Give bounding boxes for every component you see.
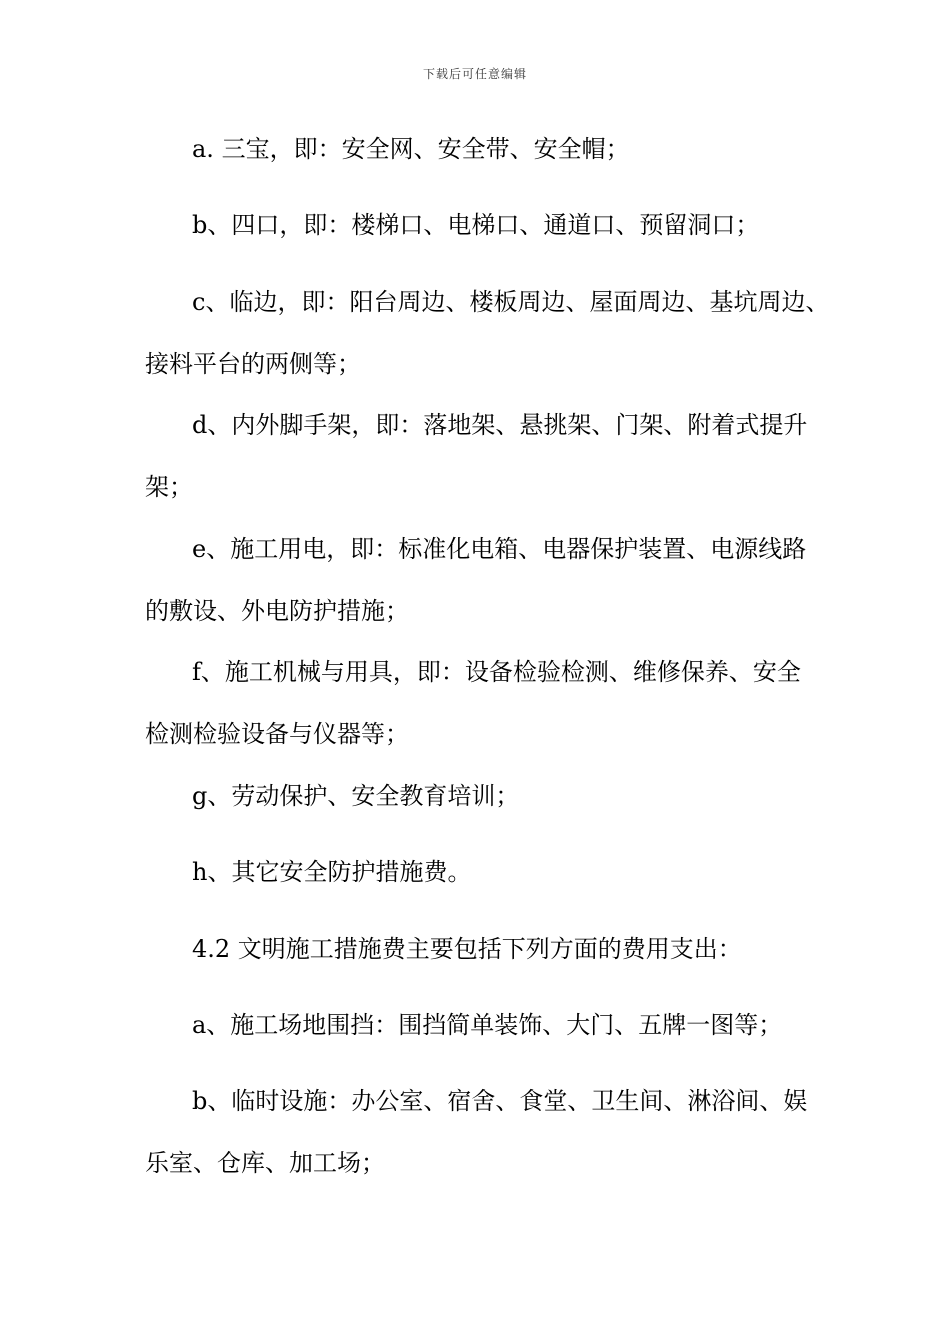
paragraph-line: e、施工用电，即：标准化电箱、电器保护装置、电源线路 <box>192 535 807 563</box>
paragraph-line: c、临边，即：阳台周边、楼板周边、屋面周边、基坑周边、 <box>192 288 830 316</box>
paragraph-line: f、施工机械与用具，即：设备检验检测、维修保养、安全 <box>192 658 801 686</box>
paragraph-line: 的敷设、外电防护措施； <box>145 597 409 625</box>
paragraph-line: h、其它安全防护措施费。 <box>192 858 472 886</box>
paragraph-line: g、劳动保护、安全教育培训； <box>192 782 520 810</box>
page-header: 下载后可任意编辑 <box>422 67 527 81</box>
paragraph-line: b、临时设施：办公室、宿舍、食堂、卫生间、淋浴间、娱 <box>192 1087 808 1115</box>
paragraph-line: 接料平台的两侧等； <box>145 350 361 378</box>
paragraph-line: d、内外脚手架，即：落地架、悬挑架、门架、附着式提升 <box>192 411 808 439</box>
paragraph-line: b、四口，即：楼梯口、电梯口、通道口、预留洞口； <box>192 211 760 239</box>
paragraph-line: a、施工场地围挡：围挡简单装饰、大门、五牌一图等； <box>192 1011 783 1039</box>
paragraph-line: 4.2 文明施工措施费主要包括下列方面的费用支出： <box>192 935 742 963</box>
paragraph-line: a. 三宝，即：安全网、安全带、安全帽； <box>192 135 630 163</box>
paragraph-line: 架； <box>145 473 193 501</box>
paragraph-line: 检测检验设备与仪器等； <box>145 720 409 748</box>
paragraph-line: 乐室、仓库、加工场； <box>145 1149 385 1177</box>
